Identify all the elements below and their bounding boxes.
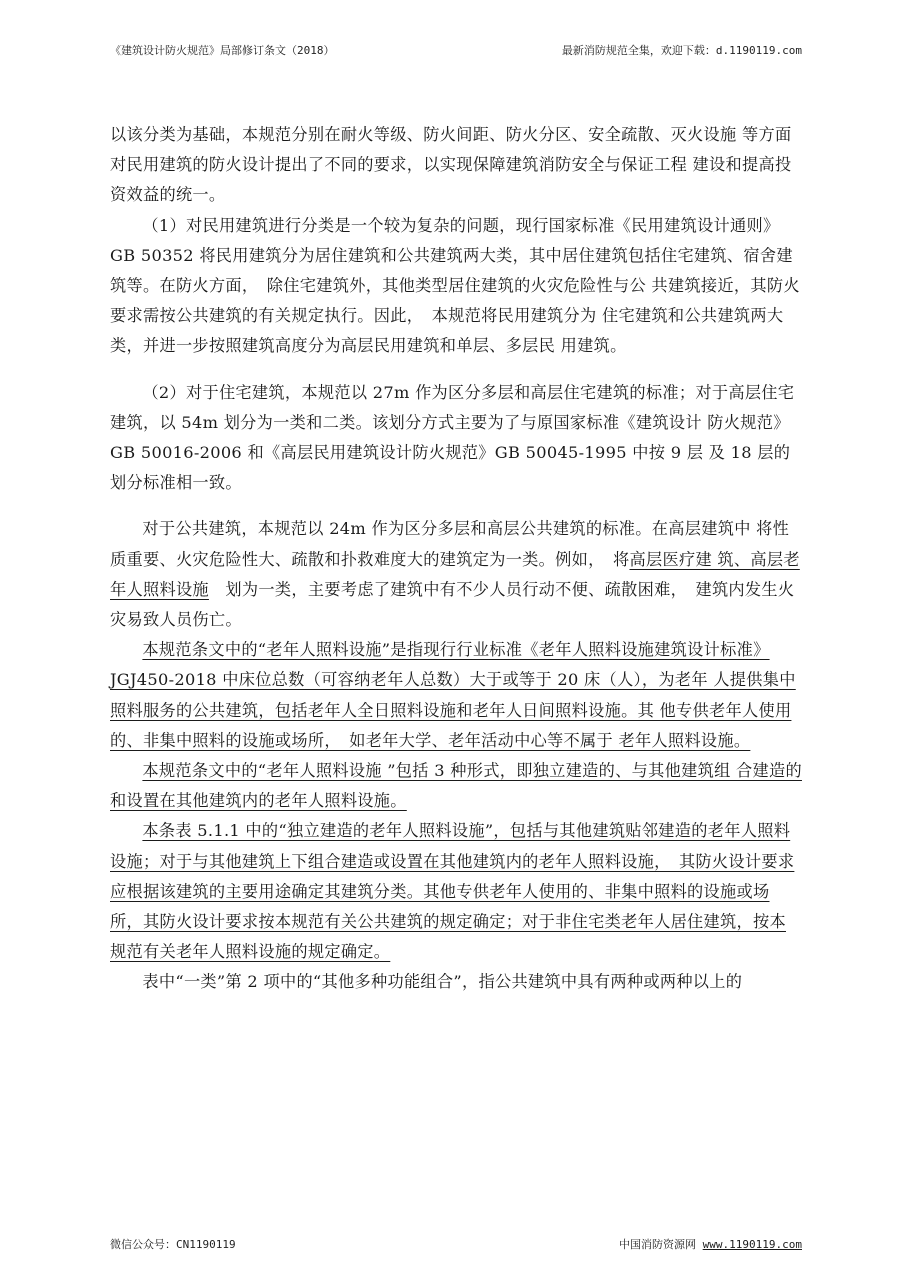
document-body [110,120,802,998]
header-download-note: 最新消防规范全集，欢迎下载：d.1190119.com [561,44,802,57]
paragraph-7 [110,816,802,967]
page-header [110,42,802,58]
footer-wechat: 微信公众号：CN1190119 [110,1238,236,1251]
paragraph-4-part-2: 划为一类，主要考虑了建筑中有不少人员行动不便、疏散困难， 建筑内发生火灾易致人员伤亡。 [110,579,795,630]
paragraph-1: 以该分类为基础，本规范分别在耐火等级、防火间距、防火分区、安全疏散、灭火设施 等方面对民用建筑的防火设计提出了不同的要求，以实现保障建筑消防安全与保证工程 建设和提高投资效益的统一。 [110,125,792,205]
footer-site [619,1236,802,1252]
paragraph-8: 表中“一类”第 2 项中的“其他多种功能组合”，指公共建筑中具有两种或两种以上的 [142,972,743,992]
paragraph-3: （2）对于住宅建筑，本规范以 27m 作为区分多层和高层住宅建筑的标准；对于高层住宅建筑，以 54m 划分为一类和二类。该划分方式主要为了与原国家标准《建筑设计 防火规范》GB 50016-2006 和《高层民用建筑设计防火规范》GB 50045-1995 中按 9 层 及 18 层的划分标准相一致。 [110,382,795,493]
header-doc-title: 《建筑设计防火规范》局部修订条文（2018） [110,44,335,57]
footer-site-link[interactable]: www.1190119.com [702,1238,802,1251]
paragraph-4 [110,514,802,635]
paragraph-4-part-1: 对于公共建筑，本规范以 24m 作为区分多层和高层公共建筑的标准。在高层建筑中 将性质重要、火灾危险性大、疏散和扑救难度大的建筑定为一类。例如， 将 [110,519,790,569]
page-footer [110,1236,802,1252]
underlined-text: 本规范条文中的“老年人照料设施 ”包括 3 种形式，即独立建造的、与其他建筑组 合建造的和设置在其他建筑内的老年人照料设施。 [110,761,802,811]
footer-site-label: 中国消防资源网 [619,1238,697,1251]
underlined-text: 本条表 5.1.1 中的“独立建造的老年人照料设施”，包括与其他建筑贴邻建造的老年人照料设施；对于与其他建筑上下组合建造或设置在其他建筑内的老年人照料设施， 其防火设计要求应根据该建筑的主要用途确定其建筑分类。其他专供老年人使用的、非集中照料的设施或场所，其防火设计要求按本规范有关公共建筑的规定确定；对于非住宅类老年人居住建筑，按本规范有关老年人照料设施的规定确定。 [110,821,795,962]
paragraph-4-underlined: 高层医疗建 筑、高层老年人照料设施 [110,549,800,599]
paragraph-5 [110,635,802,756]
paragraph-2: （1）对民用建筑进行分类是一个较为复杂的问题，现行国家标准《民用建筑设计通则》GB 50352 将民用建筑分为居住建筑和公共建筑两大类，其中居住建筑包括住宅建筑、宿舍建筑等。在防火方面， 除住宅建筑外，其他类型居住建筑的火灾危险性与公 共建筑接近，其防火要求需按公共建筑的有关规定执行。因此， 本规范将民用建筑分为 住宅建筑和公共建筑两大类，并进一步按照建筑高度分为高层民用建筑和单层、多层民 用建筑。 [110,215,800,356]
paragraph-6 [110,756,802,816]
underlined-text: 本规范条文中的“老年人照料设施”是指现行行业标准《老年人照料设施建筑设计标准》JGJ450-2018 中床位总数（可容纳老年人总数）大于或等于 20 床（人），为老年 人提供集中照料服务的公共建筑，包括老年人全日照料设施和老年人日间照料设施。其 他专供老年人使用的、非集中照料的设施或场所， 如老年大学、老年活动中心等不属于 老年人照料设施。 [110,640,796,750]
